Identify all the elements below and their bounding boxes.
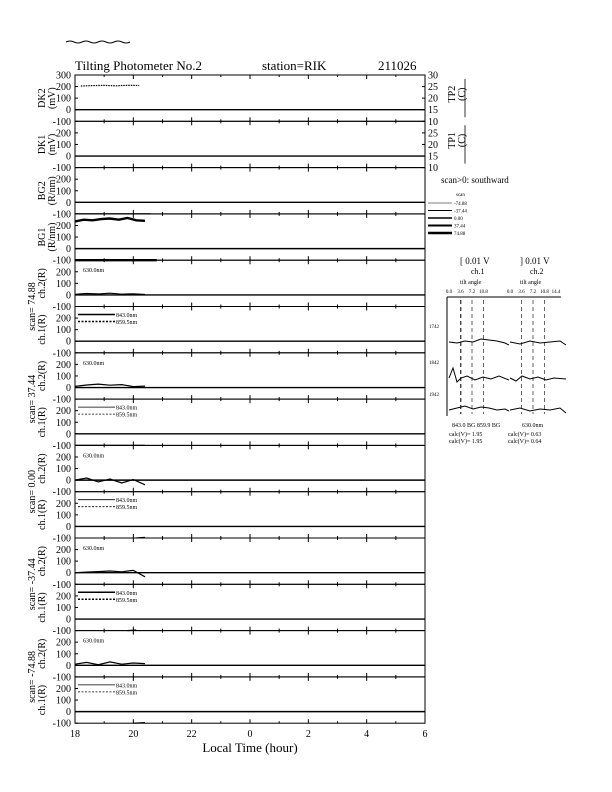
y-tick-label: 100 xyxy=(56,371,71,383)
panel-11 xyxy=(37,584,425,637)
inset-ch2-trace xyxy=(510,376,566,381)
inset-calc-ch2-a: calc(V)= 0.63 xyxy=(508,432,542,438)
scan-legend-header: scan xyxy=(456,193,465,198)
y-tick-label: -100 xyxy=(52,579,71,591)
inset-tilt-tick: 0.0 xyxy=(506,290,514,295)
y-tick-label: -100 xyxy=(52,487,71,499)
inset-ch1-scale: [ 0.01 V xyxy=(460,256,490,266)
figure-title: Tilting Photometer No.2 xyxy=(75,58,203,73)
panel-frame xyxy=(75,121,425,167)
legend-label: 859.5nm xyxy=(116,320,138,326)
legend-label: 843.0nm xyxy=(116,590,138,597)
scan-legend-entry: -74.88 xyxy=(454,202,467,207)
y-tick-label: -100 xyxy=(52,255,71,267)
panel-axis-label: ch.2(R) xyxy=(37,268,48,299)
x-tick-label: 18 xyxy=(70,729,80,741)
y-tick-label: 0 xyxy=(66,429,71,441)
inset-bottom-ch2: 630.0nm xyxy=(522,423,544,429)
inset-tilt-tick: 3.6 xyxy=(518,290,525,295)
data-series xyxy=(75,85,157,723)
right-tick-label: 20 xyxy=(428,93,438,105)
panel-axis-label: ch.2(R) xyxy=(37,360,48,392)
series-line-9 xyxy=(75,570,145,576)
panel-13 xyxy=(37,677,425,730)
series-line-12 xyxy=(133,723,145,724)
legend-label: 859.5nm xyxy=(116,597,138,604)
y-tick-label: 100 xyxy=(56,232,71,244)
y-tick-label: -100 xyxy=(52,209,71,221)
scan-legend-entry: 74.88 xyxy=(454,232,466,237)
inset-ch2-trace xyxy=(510,408,566,413)
series-line-7 xyxy=(75,478,145,485)
inset-ch1-trace xyxy=(449,406,509,411)
panel-stack xyxy=(37,71,468,730)
inset-tilt-label-1: tilt angle xyxy=(460,280,482,286)
scan-legend-entry: -37.44 xyxy=(454,209,467,215)
inset-ch2-trace xyxy=(510,341,566,345)
panel-6 xyxy=(37,353,425,406)
y-tick-label: 0 xyxy=(66,660,71,672)
y-tick-label: 0 xyxy=(66,383,71,395)
panel-frame xyxy=(75,538,425,584)
legend-label: 859.5nm xyxy=(116,690,138,697)
y-tick-label: 200 xyxy=(56,498,71,510)
y-tick-label: 100 xyxy=(56,556,71,568)
y-tick-label: 200 xyxy=(56,452,71,464)
right-tick-label: 25 xyxy=(428,82,438,94)
scan-group-label: scan= -37.44 xyxy=(27,558,38,611)
y-tick-label: 200 xyxy=(56,82,71,94)
right-tick-label: 10 xyxy=(428,163,438,175)
x-tick-label: 4 xyxy=(364,729,370,741)
inset-tilt-tick: 7.2 xyxy=(468,290,476,295)
y-tick-label: 0 xyxy=(66,105,71,117)
x-tick-label: 6 xyxy=(422,729,428,741)
y-tick-label: -100 xyxy=(52,672,71,684)
legend-label: 843.0nm xyxy=(116,498,138,505)
inset-row-label: 1942 xyxy=(429,393,439,398)
y-tick-label: 100 xyxy=(56,464,71,476)
wavelength-annotation: 630.0nm xyxy=(83,546,105,552)
panel-axis-label: ch.2(R) xyxy=(37,453,48,484)
panel-axis-label: DK1(mV) xyxy=(37,133,58,156)
inset-ch1-trace xyxy=(449,339,509,345)
series-line-5 xyxy=(75,384,145,387)
panel-7 xyxy=(37,399,425,452)
scan-legend-entry: 37.44 xyxy=(454,224,466,230)
panel-frame xyxy=(75,353,425,399)
y-tick-label: -100 xyxy=(52,440,71,452)
right-tick-label: 25 xyxy=(428,128,438,140)
panel-frame xyxy=(75,260,425,306)
y-tick-label: 200 xyxy=(56,128,71,140)
scan-legend xyxy=(428,175,509,237)
right-tick-label: 15 xyxy=(428,151,438,163)
panel-axis-label: ch.1(R) xyxy=(37,407,48,438)
inset-ch2-scale: ] 0.01 V xyxy=(520,256,550,266)
y-tick-label: -100 xyxy=(52,348,71,360)
x-tick-label: 2 xyxy=(305,729,311,741)
inset-calc-ch1-b: calc(V)= 1.95 xyxy=(449,439,483,445)
wavelength-annotation: 630.0nm xyxy=(83,360,105,367)
legend-label: 843.0nm xyxy=(116,405,138,412)
date-label: 211026 xyxy=(378,58,417,73)
y-tick-label: 0 xyxy=(66,244,71,256)
panel-axis-label: ch.1(R) xyxy=(37,684,48,716)
panel-axis-label: ch.1(R) xyxy=(37,592,48,623)
y-tick-label: 200 xyxy=(56,220,71,232)
y-tick-label: 0 xyxy=(66,336,71,348)
y-tick-label: -100 xyxy=(52,394,71,406)
inset-tilt-tick: 10.8 xyxy=(479,290,488,295)
y-tick-label: 200 xyxy=(56,267,71,279)
legend-label: 843.0nm xyxy=(116,313,138,319)
y-tick-label: -100 xyxy=(52,163,71,175)
y-tick-label: 0 xyxy=(66,614,71,626)
panel-frame xyxy=(75,631,425,677)
y-tick-label: 200 xyxy=(56,683,71,695)
right-tick-label: 30 xyxy=(428,70,438,82)
y-tick-label: 0 xyxy=(66,521,71,533)
y-tick-label: 200 xyxy=(56,591,71,603)
inset-tilt-label-2: tilt angle xyxy=(520,280,542,286)
panel-frame xyxy=(75,168,425,214)
series-line-10 xyxy=(128,630,137,631)
x-axis xyxy=(70,729,428,755)
inset-tilt-tick: 7.2 xyxy=(529,290,537,295)
y-tick-label: 100 xyxy=(56,139,71,151)
inset-row-label: 1742 xyxy=(429,325,439,330)
x-tick-label: 22 xyxy=(186,729,197,741)
right-tick-label: 20 xyxy=(428,139,438,151)
tilt-inset xyxy=(429,256,566,445)
panel-9 xyxy=(37,492,425,545)
inset-bottom-ch1: 843.0 BG 859.9 BG xyxy=(452,423,501,429)
scan-legend-title: scan>0: southward xyxy=(441,175,509,185)
y-tick-label: -100 xyxy=(52,626,71,638)
y-tick-label: 100 xyxy=(56,325,71,337)
y-tick-label: 300 xyxy=(56,70,71,82)
panel-axis-label: ch.2(R) xyxy=(37,638,48,669)
panel-axis-label: BG2(R/nm) xyxy=(37,176,58,206)
y-tick-label: 0 xyxy=(66,151,71,163)
panel-3 xyxy=(37,214,425,267)
panel-axis-label: DK2(mV) xyxy=(37,87,58,109)
series-line-0 xyxy=(81,85,139,86)
y-tick-label: 100 xyxy=(56,602,71,614)
panel-1 xyxy=(37,121,468,174)
x-axis-title: Local Time (hour) xyxy=(202,740,298,756)
y-tick-label: 100 xyxy=(56,186,71,198)
inset-calc-ch2-b: calc(V)= 0.64 xyxy=(508,439,542,445)
panel-12 xyxy=(37,631,425,684)
y-tick-label: 100 xyxy=(56,278,71,290)
panel-axis-label: BG1(R/nm) xyxy=(37,222,58,252)
station-label: station=RIK xyxy=(262,58,327,73)
legend-label: 859.5nm xyxy=(116,505,138,512)
panel-frame xyxy=(75,445,425,491)
inset-calc-ch1-a: calc(V)= 1.95 xyxy=(449,432,483,438)
y-tick-label: 200 xyxy=(56,545,71,557)
y-tick-label: 0 xyxy=(66,197,71,209)
panel-axis-label: ch.2(R) xyxy=(37,546,48,577)
y-tick-label: 200 xyxy=(56,359,71,371)
panel-frame xyxy=(75,214,425,260)
wavelength-annotation: 630.0nm xyxy=(83,453,105,460)
series-line-2 xyxy=(75,218,145,221)
y-tick-label: 0 xyxy=(66,568,71,580)
y-tick-label: 0 xyxy=(66,475,71,487)
scan-group-label: scan= -74.88 xyxy=(27,651,38,703)
scan-group-label: scan= 37.44 xyxy=(27,374,38,424)
inset-tilt-tick: 0.0 xyxy=(445,290,453,295)
panel-axis-label: ch.1(R) xyxy=(37,314,48,345)
y-tick-label: 200 xyxy=(56,313,71,325)
inset-ch1-trace xyxy=(449,368,509,382)
inset-ch1-label: ch.1 xyxy=(471,267,485,276)
y-tick-label: 100 xyxy=(56,417,71,429)
panel-2 xyxy=(37,168,425,221)
y-tick-label: 100 xyxy=(56,695,71,707)
right-tick-label: 10 xyxy=(428,116,438,128)
panel-4 xyxy=(37,260,425,313)
inset-ch2-label: ch.2 xyxy=(530,267,544,276)
inset-tilt-tick: 10.8 xyxy=(540,290,549,295)
panel-8 xyxy=(37,445,425,498)
panel-frame xyxy=(75,75,425,121)
y-tick-label: -100 xyxy=(52,718,71,730)
legend-label: 859.5nm xyxy=(116,412,138,419)
y-tick-label: 200 xyxy=(56,174,71,186)
series-line-8 xyxy=(136,537,145,538)
y-tick-label: 100 xyxy=(56,510,71,522)
wavelength-annotation: 630.0nm xyxy=(83,268,105,275)
y-tick-label: 0 xyxy=(66,290,71,302)
panel-0 xyxy=(37,71,468,128)
inset-tilt-tick: 3.6 xyxy=(457,290,464,295)
right-axis-label: TP1(C) xyxy=(447,132,468,149)
y-tick-label: 200 xyxy=(56,406,71,418)
y-tick-label: 0 xyxy=(66,707,71,719)
wavelength-annotation: 630.0nm xyxy=(83,638,105,645)
right-axis-label: TP2(C) xyxy=(447,85,468,103)
scan-group-label: scan= 74.88 xyxy=(27,282,38,331)
legend-label: 843.0nm xyxy=(116,683,138,690)
header-squiggle xyxy=(66,41,130,43)
right-tick-label: 15 xyxy=(428,105,438,117)
y-tick-label: -100 xyxy=(52,533,71,545)
x-tick-label: 0 xyxy=(247,729,253,741)
panel-10 xyxy=(37,538,425,591)
y-tick-label: -100 xyxy=(52,302,71,313)
y-tick-label: -100 xyxy=(52,116,71,128)
panel-5 xyxy=(37,307,425,360)
scan-group-label: scan= 0.00 xyxy=(27,469,38,514)
panel-axis-label: ch.1(R) xyxy=(37,499,48,530)
scan-legend-entry: 0.00 xyxy=(454,217,463,222)
series-line-11 xyxy=(75,662,145,665)
inset-tilt-tick: 14.4 xyxy=(551,290,561,295)
y-tick-label: 200 xyxy=(56,637,71,649)
y-tick-label: 100 xyxy=(56,649,71,661)
x-tick-label: 20 xyxy=(128,729,139,741)
y-tick-label: 100 xyxy=(56,93,71,105)
inset-row-label: 1842 xyxy=(429,361,439,366)
